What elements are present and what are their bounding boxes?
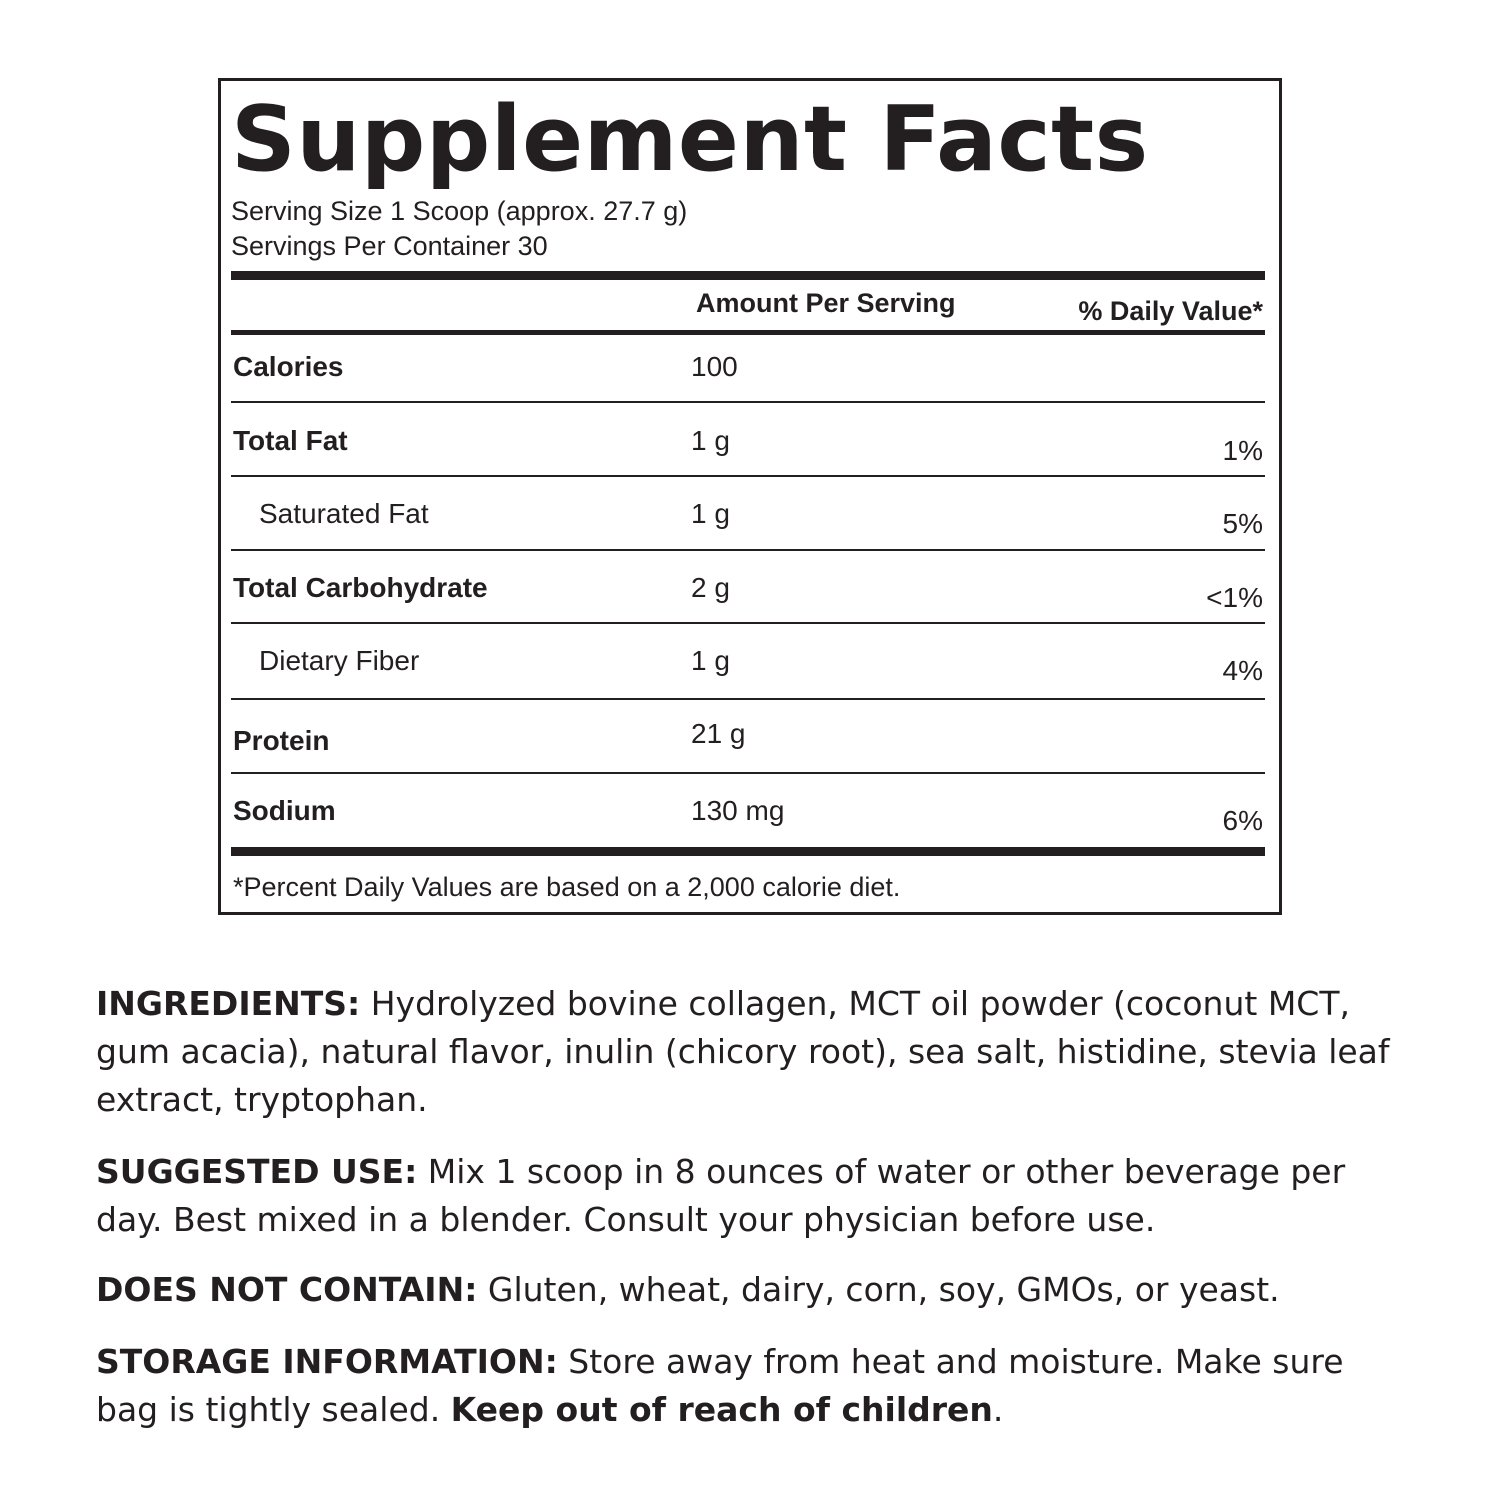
nutrient-amount: 2 g — [691, 572, 730, 603]
row-divider — [231, 698, 1265, 700]
nutrient-row — [221, 335, 1279, 405]
storage-section — [96, 1338, 1416, 1434]
row-divider — [231, 772, 1265, 774]
amount-per-serving-header: Amount Per Serving — [696, 288, 956, 318]
nutrient-amount: 100 — [691, 351, 738, 382]
nutrient-row — [221, 409, 1279, 479]
thick-divider — [231, 271, 1265, 280]
nutrient-amount: 1 g — [691, 645, 730, 676]
nutrient-name: Saturated Fat — [259, 498, 429, 529]
nutrient-name: Calories — [233, 351, 344, 382]
ingredients-label: INGREDIENTS: — [96, 984, 361, 1023]
nutrient-amount: 130 mg — [691, 795, 785, 826]
suggested-use-section — [96, 1148, 1416, 1244]
nutrient-name: Total Fat — [233, 425, 348, 456]
nutrient-daily-value: 5% — [1222, 508, 1263, 539]
serving-size: Serving Size 1 Scoop (approx. 27.7 g) — [231, 196, 688, 226]
nutrient-name: Protein — [233, 725, 330, 756]
supplement-facts-panel — [218, 78, 1282, 915]
row-divider — [231, 549, 1265, 551]
row-divider — [231, 401, 1265, 403]
does-not-contain-text: Gluten, wheat, dairy, corn, soy, GMOs, or yeast. — [477, 1270, 1280, 1309]
row-divider — [231, 475, 1265, 477]
daily-value-footnote: *Percent Daily Values are based on a 2,000 calorie diet. — [233, 872, 901, 902]
row-divider — [231, 622, 1265, 624]
servings-per-container: Servings Per Container 30 — [231, 231, 548, 261]
suggested-use-text: Mix 1 scoop in 8 ounces of water or other beverage per day. Best mixed in a blender. Consult your physician before use. — [96, 1152, 1346, 1239]
nutrient-amount: 21 g — [691, 718, 746, 749]
thick-divider — [231, 847, 1265, 856]
nutrient-row — [221, 629, 1279, 699]
nutrient-row — [221, 556, 1279, 626]
storage-end: . — [992, 1390, 1004, 1429]
does-not-contain-label: DOES NOT CONTAIN: — [96, 1270, 478, 1309]
facts-title: Supplement Facts — [231, 87, 1149, 192]
nutrient-daily-value: 1% — [1222, 435, 1263, 466]
nutrient-daily-value: 4% — [1222, 655, 1263, 686]
nutrient-row — [221, 705, 1279, 775]
suggested-use-label: SUGGESTED USE: — [96, 1152, 418, 1191]
nutrient-name: Total Carbohydrate — [233, 572, 488, 603]
nutrient-amount: 1 g — [691, 498, 730, 529]
daily-value-header: % Daily Value* — [1078, 296, 1263, 326]
storage-label: STORAGE INFORMATION: — [96, 1342, 558, 1381]
nutrient-row — [221, 482, 1279, 552]
nutrient-amount: 1 g — [691, 425, 730, 456]
nutrient-name: Dietary Fiber — [259, 645, 420, 676]
nutrient-daily-value: <1% — [1206, 582, 1263, 613]
ingredients-section — [96, 980, 1416, 1124]
does-not-contain-section — [96, 1266, 1416, 1314]
child-safety-warning: Keep out of reach of children — [450, 1390, 993, 1429]
storage-text: Store away from heat and moisture. Make sure bag is tightly sealed. — [96, 1342, 1344, 1429]
nutrient-daily-value: 6% — [1222, 805, 1263, 836]
nutrient-name: Sodium — [233, 795, 336, 826]
nutrient-row — [221, 779, 1279, 849]
ingredients-text: Hydrolyzed bovine collagen, MCT oil powder (coconut MCT, gum acacia), natural flavor, inulin (chicory root), sea salt, histidine, stevia leaf extract, tryptophan. — [96, 984, 1390, 1119]
